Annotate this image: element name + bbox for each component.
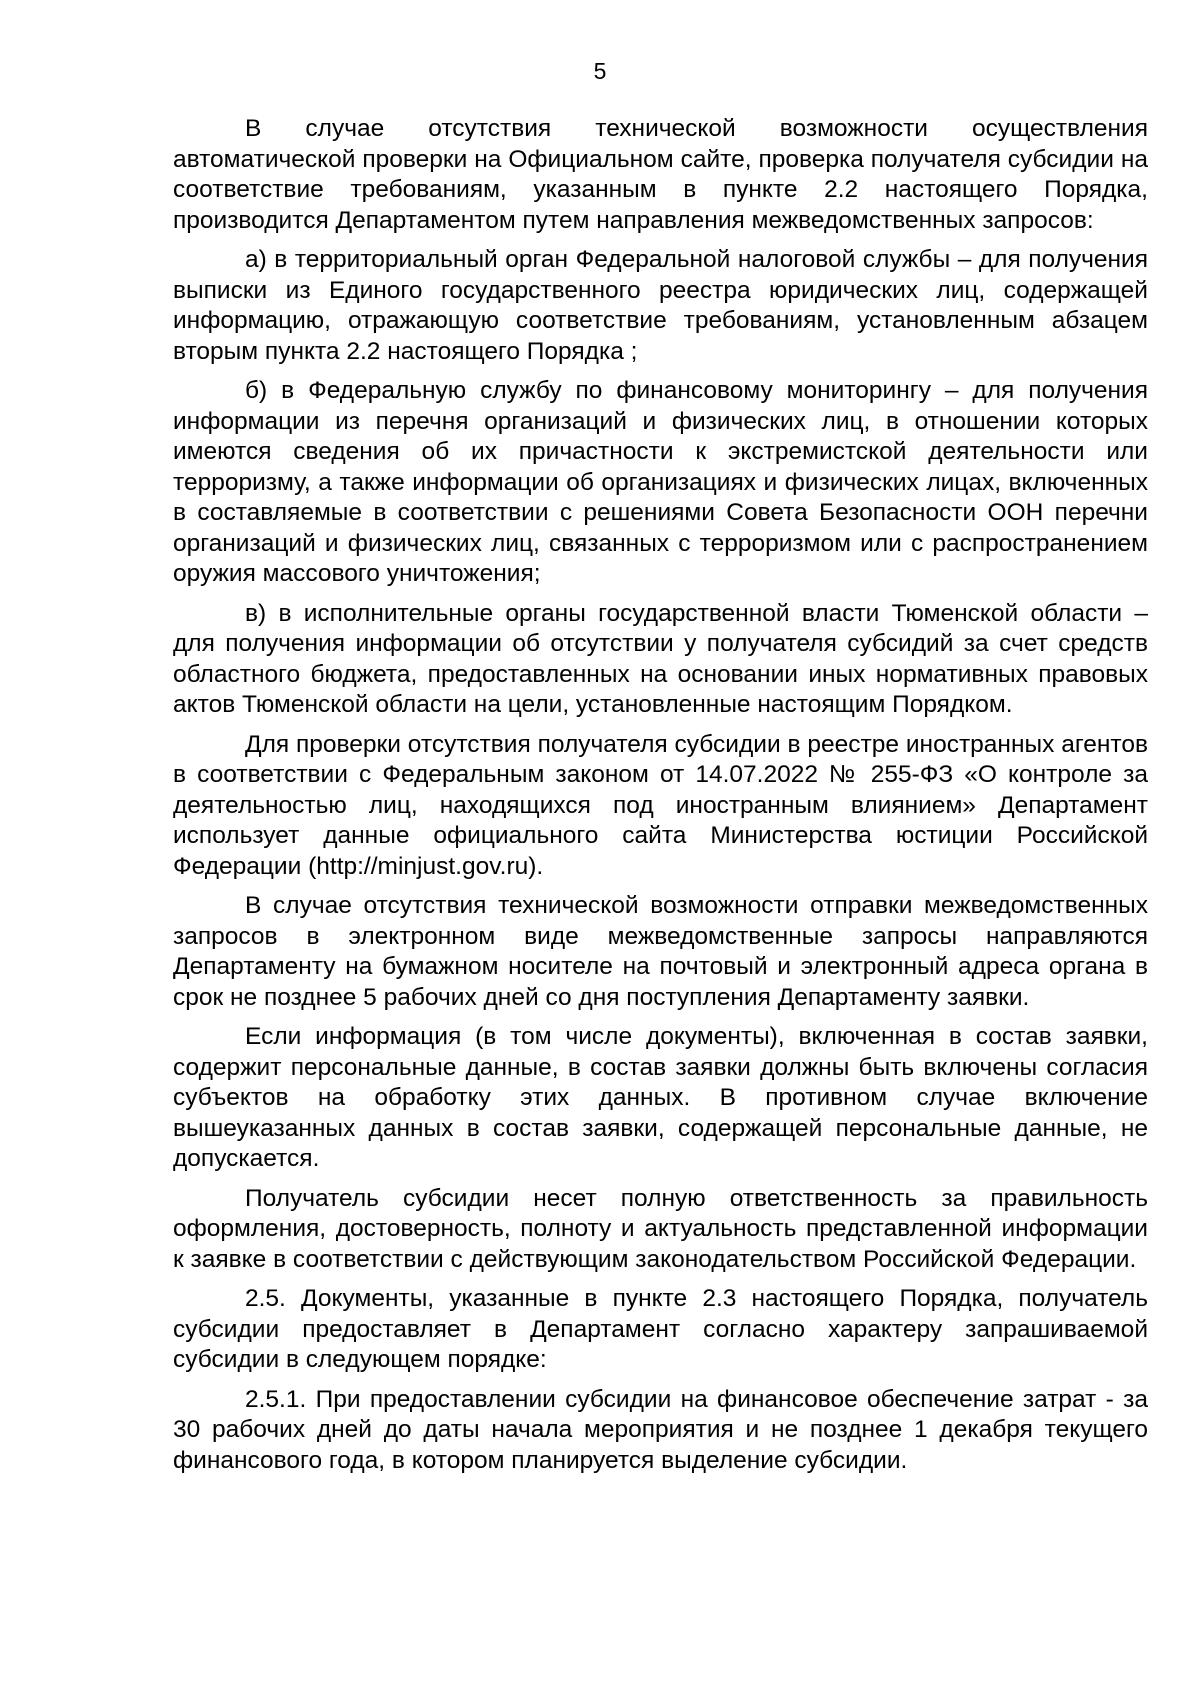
paragraph-foreign-agents-check: Для проверки отсутствия получателя субсидии в реестре иностранных агентов в соответствии с Федеральным законом от 14.07.2022 № 255-ФЗ «О контроле за деятельностью лиц, находящихся под иностранным влиянием» Департамент использует данные официального сайта Министерства юстиции Российской Федерации (http://minjust.gov.ru). xyxy=(173,730,1148,880)
paragraph-regional-authorities-request: в) в исполнительные органы государственной власти Тюменской области – для получения информации об отсутствии у получателя субсидий за счет средств областного бюджета, предоставленных на основании иных нормативных правовых актов Тюменской области на цели, установленные настоящим Порядком. xyxy=(173,599,1148,718)
paragraph-section-2-5: 2.5. Документы, указанные в пункте 2.3 настоящего Порядка, получатель субсидии предоставляет в Департамент согласно характеру запрашиваемой субсидии в следующем порядке: xyxy=(173,1285,1148,1373)
paragraph-paper-requests: В случае отсутствия технической возможности отправки межведомственных запросов в электронном виде межведомственные запросы направляются Департаменту на бумажном носителе на почтовый и электронный адреса органа в срок не позднее 5 рабочих дней со дня поступления Департаменту заявки. xyxy=(173,892,1148,1011)
page-number: 5 xyxy=(593,58,607,84)
paragraph-recipient-responsibility: Получатель субсидии несет полную ответственность за правильность оформления, достоверность, полноту и актуальность представленной информации к заявке в соответствии с действующим законодательством Российской Федерации. xyxy=(173,1184,1148,1273)
paragraph-section-2-5-1: 2.5.1. При предоставлении субсидии на финансовое обеспечение затрат - за 30 рабочих дней до даты начала мероприятия и не позднее 1 декабря текущего финансового года, в котором планируется выделение субсидии. xyxy=(173,1385,1148,1474)
paragraph-financial-monitoring-request: б) в Федеральную службу по финансовому мониторингу – для получения информации из перечня организаций и физических лиц, в отношении которых имеются сведения об их причастности к экстремистской деятельности или терроризму, а также информации об организациях и физических лицах, включенных в составляемые в соответствии с решениями Совета Безопасности ООН перечни организаций и физических лиц, связанных с терроризмом или с распространением оружия массового уничтожения; xyxy=(173,377,1148,587)
paragraph-tax-service-request: а) в территориальный орган Федеральной налоговой службы – для получения выписки из Единого государственного реестра юридических лиц, содержащей информацию, отражающую соответствие требованиям, установленным абзацем вторым пункта 2.2 настоящего Порядка ; xyxy=(173,246,1148,365)
paragraph-personal-data-consent: Если информация (в том числе документы), включенная в состав заявки, содержит персональные данные, в состав заявки должны быть включены согласия субъектов на обработку этих данных. В противном случае включение вышеуказанных данных в состав заявки, содержащей персональные данные, не допускается. xyxy=(173,1023,1148,1172)
document-body xyxy=(173,114,1148,1485)
paragraph-verification-fallback: В случае отсутствия технической возможности осуществления автоматической проверки на Официальном сайте, проверка получателя субсидии на соответствие требованиям, указанным в пункте 2.2 настоящего Порядка, производится Департаментом путем направления межведомственных запросов: xyxy=(173,115,1148,234)
